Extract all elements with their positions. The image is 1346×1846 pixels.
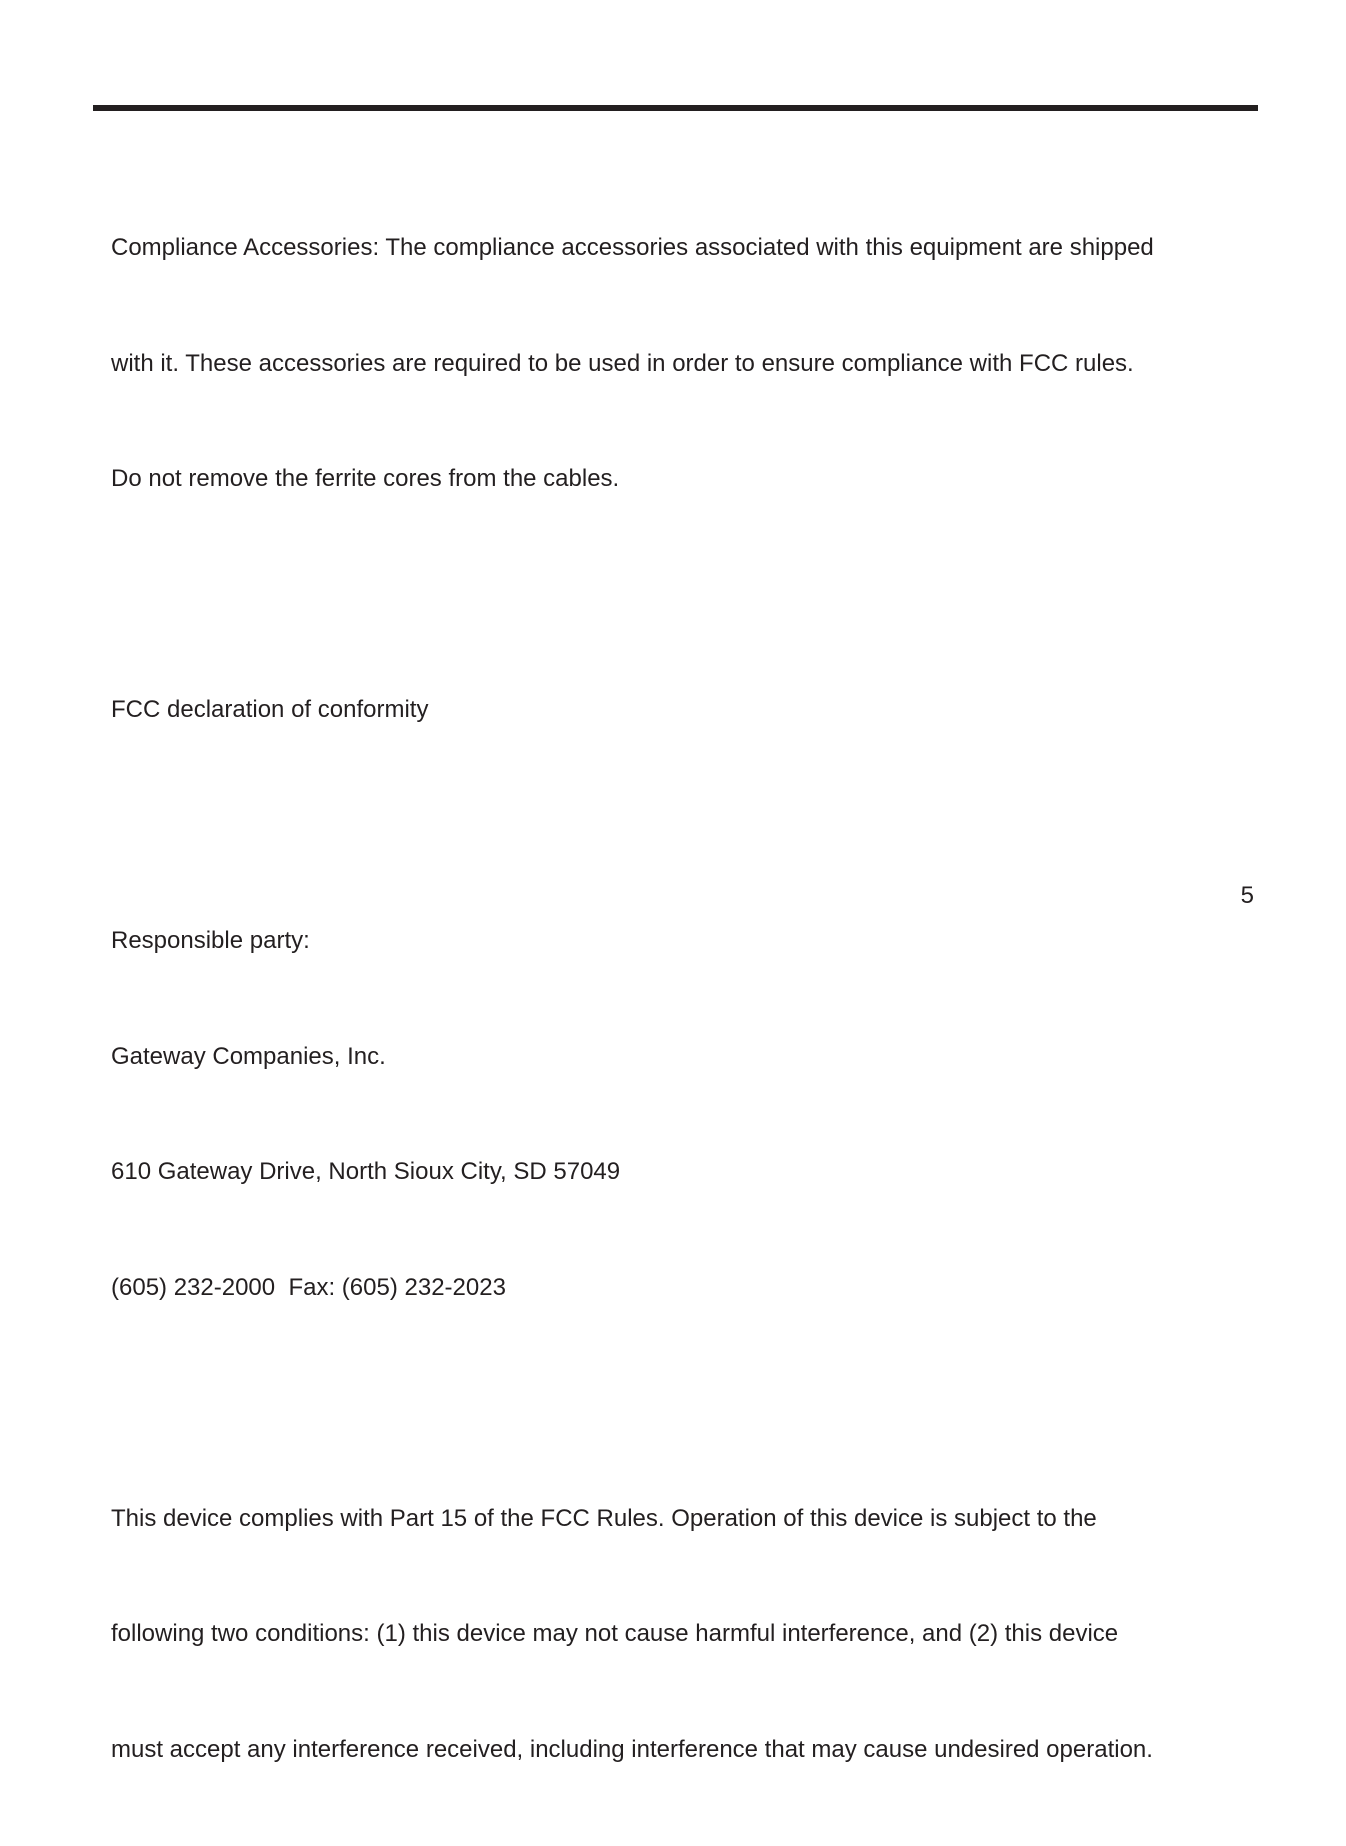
document-body xyxy=(111,152,1251,1846)
paragraph-line: Do not remove the ferrite cores from the cables. xyxy=(111,460,1251,499)
declaration-heading-text: FCC declaration of conformity xyxy=(111,691,1251,730)
page-number: 5 xyxy=(1241,880,1254,912)
compliance-statement-paragraph xyxy=(111,1423,1251,1846)
responsible-party-label: Responsible party: xyxy=(111,922,1251,961)
phone-fax: (605) 232-2000 Fax: (605) 232-2023 xyxy=(111,1269,1251,1308)
header-rule xyxy=(93,105,1258,111)
compliance-accessories-paragraph xyxy=(111,152,1251,576)
paragraph-line: following two conditions: (1) this device may not cause harmful interference, and (2) this device xyxy=(111,1615,1251,1654)
paragraph-line: with it. These accessories are required to be used in order to ensure compliance with FCC rules. xyxy=(111,345,1251,384)
company-name: Gateway Companies, Inc. xyxy=(111,1038,1251,1077)
company-address: 610 Gateway Drive, North Sioux City, SD 57049 xyxy=(111,1153,1251,1192)
paragraph-line: This device complies with Part 15 of the FCC Rules. Operation of this device is subject to the xyxy=(111,1500,1251,1539)
paragraph-line: Compliance Accessories: The compliance accessories associated with this equipment are shipped xyxy=(111,229,1251,268)
responsible-party-block xyxy=(111,845,1251,1384)
declaration-heading xyxy=(111,614,1251,807)
paragraph-line: must accept any interference received, including interference that may cause undesired operation. xyxy=(111,1731,1251,1770)
